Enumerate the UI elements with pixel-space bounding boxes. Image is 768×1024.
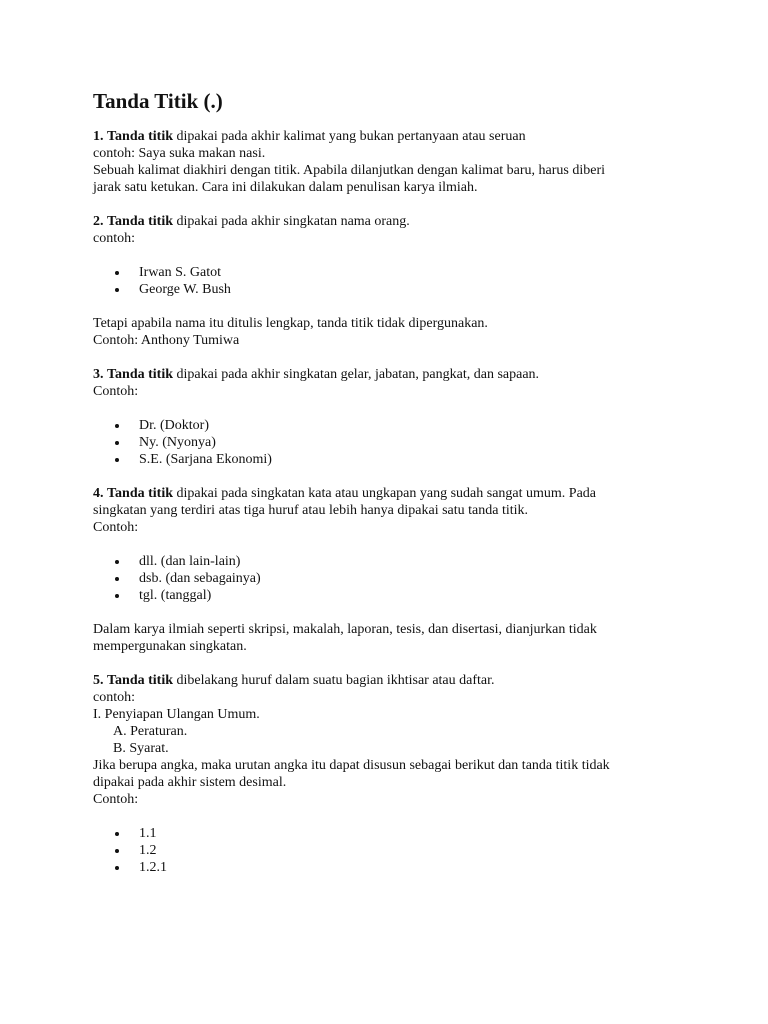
rule-5-example-label-2: Contoh: xyxy=(93,792,139,807)
rule-5-example-label: contoh: xyxy=(93,690,135,705)
bullet-icon xyxy=(115,849,119,853)
rule-2-example-list xyxy=(93,264,693,298)
rule-2-number: 2. xyxy=(93,214,104,229)
rule-3-term: Tanda titik xyxy=(107,367,174,382)
list-item: 1.2 xyxy=(93,842,693,859)
rule-5-text: dibelakang huruf dalam suatu bagian ikhtisar atau daftar. xyxy=(176,673,495,688)
rule-3-example-list xyxy=(93,417,693,468)
list-item: tgl. (tanggal) xyxy=(93,587,693,604)
rule-3-number: 3. xyxy=(93,367,104,382)
rule-5 xyxy=(93,672,693,689)
bullet-icon xyxy=(115,560,119,564)
rule-5-example-list xyxy=(93,825,693,876)
rule-4-text-line-2: singkatan yang terdiri atas tiga huruf atau lebih hanya dipakai satu tanda titik. xyxy=(93,503,529,518)
rule-1-number: 1. xyxy=(93,129,104,144)
list-item: 1.1 xyxy=(93,825,693,842)
rule-2-text: dipakai pada akhir singkatan nama orang. xyxy=(176,214,410,229)
bullet-icon xyxy=(115,441,119,445)
rule-1-note-line-2: jarak satu ketukan. Cara ini dilakukan dalam penulisan karya ilmiah. xyxy=(93,180,478,195)
rule-2-example-label: contoh: xyxy=(93,231,135,246)
rule-5-note-line-2: dipakai pada akhir sistem desimal. xyxy=(93,775,287,790)
rule-4-number: 4. xyxy=(93,486,104,501)
rule-3-example-label: Contoh: xyxy=(93,384,139,399)
rule-4-text: dipakai pada singkatan kata atau ungkapan yang sudah sangat umum. Pada xyxy=(176,486,597,501)
bullet-icon xyxy=(115,458,119,462)
bullet-icon xyxy=(115,577,119,581)
bullet-icon xyxy=(115,271,119,275)
bullet-icon xyxy=(115,866,119,870)
rule-2-term: Tanda titik xyxy=(107,214,174,229)
outline-sub-item-b: B. Syarat. xyxy=(113,741,169,756)
page-title: Tanda Titik (.) xyxy=(93,89,223,113)
rule-1-example: contoh: Saya suka makan nasi. xyxy=(93,146,266,161)
rule-1-term: Tanda titik xyxy=(107,129,174,144)
bullet-icon xyxy=(115,288,119,292)
bullet-icon xyxy=(115,424,119,428)
rule-3-text: dipakai pada akhir singkatan gelar, jabatan, pangkat, dan sapaan. xyxy=(176,367,540,382)
list-item: Dr. (Doktor) xyxy=(93,417,693,434)
document-page xyxy=(93,86,693,876)
outline-sub-item-a: A. Peraturan. xyxy=(113,724,188,739)
rule-1-note-line-1: Sebuah kalimat diakhiri dengan titik. Apabila dilanjutkan dengan kalimat baru, harus diberi xyxy=(93,163,606,178)
rule-4-note-line-2: mempergunakan singkatan. xyxy=(93,639,247,654)
list-item: Ny. (Nyonya) xyxy=(93,434,693,451)
rule-2-example: Contoh: Anthony Tumiwa xyxy=(93,333,240,348)
rule-4 xyxy=(93,485,693,502)
rule-4-term: Tanda titik xyxy=(107,486,174,501)
list-item: Irwan S. Gatot xyxy=(93,264,693,281)
rule-4-note-line-1: Dalam karya ilmiah seperti skripsi, makalah, laporan, tesis, dan disertasi, dianjurkan tidak xyxy=(93,622,597,637)
bullet-icon xyxy=(115,832,119,836)
bullet-icon xyxy=(115,594,119,598)
list-item: 1.2.1 xyxy=(93,859,693,876)
rule-4-example-label: Contoh: xyxy=(93,520,139,535)
rule-5-note-line-1: Jika berupa angka, maka urutan angka itu dapat disusun sebagai berikut dan tanda titik tidak xyxy=(93,758,610,773)
rule-5-number: 5. xyxy=(93,673,104,688)
list-item: George W. Bush xyxy=(93,281,693,298)
list-item: S.E. (Sarjana Ekonomi) xyxy=(93,451,693,468)
rule-3 xyxy=(93,366,693,383)
outline-main-item: I. Penyiapan Ulangan Umum. xyxy=(93,707,260,722)
rule-5-term: Tanda titik xyxy=(107,673,174,688)
rule-4-example-list xyxy=(93,553,693,604)
rule-1 xyxy=(93,128,693,145)
list-item: dll. (dan lain-lain) xyxy=(93,553,693,570)
list-item: dsb. (dan sebagainya) xyxy=(93,570,693,587)
rule-2-note: Tetapi apabila nama itu ditulis lengkap, tanda titik tidak dipergunakan. xyxy=(93,316,488,331)
rule-1-text: dipakai pada akhir kalimat yang bukan pertanyaan atau seruan xyxy=(176,129,526,144)
rule-2 xyxy=(93,213,693,230)
